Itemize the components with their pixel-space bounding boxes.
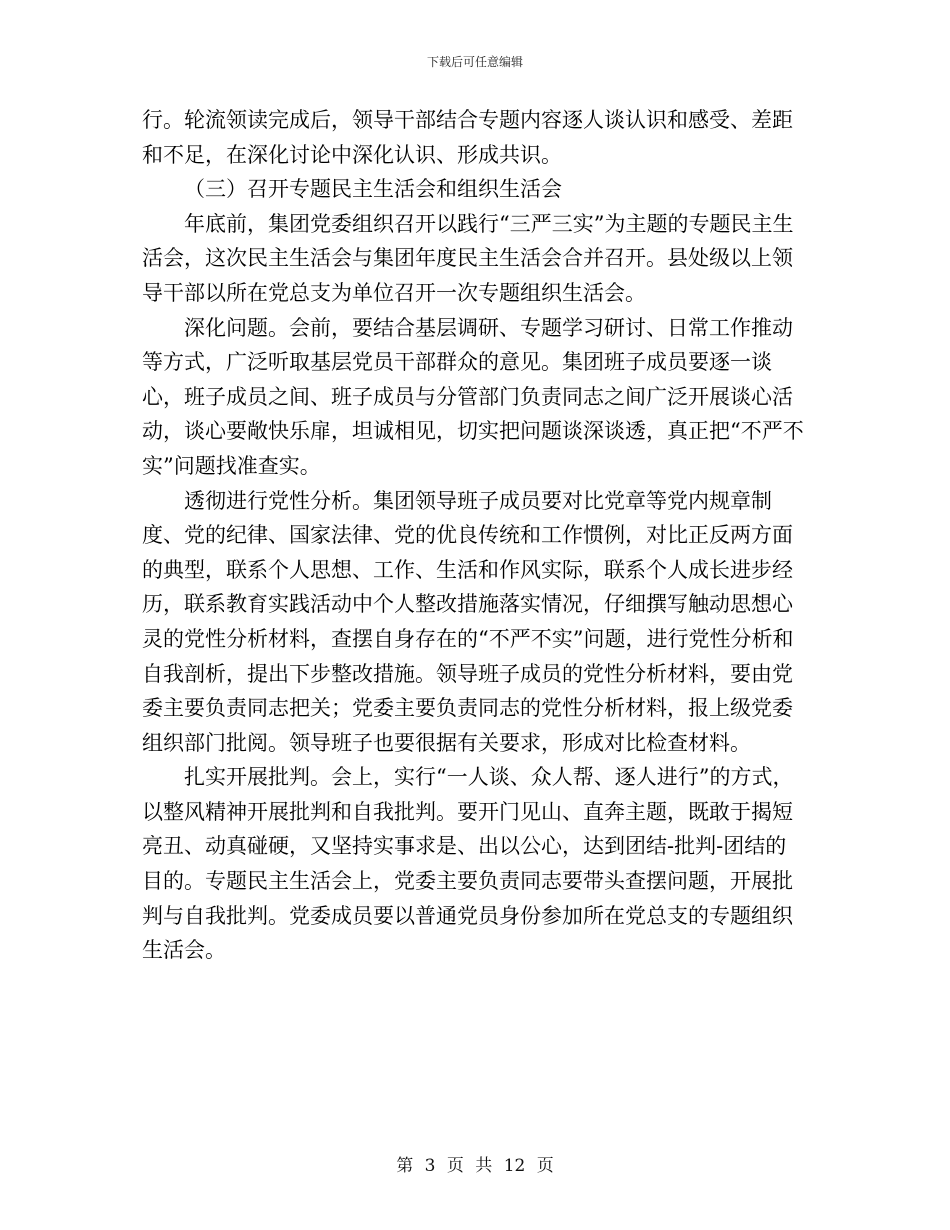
page-header-note: 下载后可任意编辑 (426, 55, 523, 69)
paragraph-deepen-issues: 深化问题。会前，要结合基层调研、专题学习研讨、日常工作推动等方式，广泛听取基层党员干部群众的意见。集团班子成员要逐一谈心，班子成员之间、班子成员与分管部门负责同志之间广泛开展谈心活动，谈心要敞快乐扉，坦诚相见，切实把问题谈深谈透，真正把“不严不实”问题找准查实。 (142, 315, 804, 478)
paragraph-meeting-schedule: 年底前，集团党委组织召开以践行“三严三实”为主题的专题民主生活会，这次民主生活会与集团年度民主生活会合并召开。县处级以上领导干部以所在党总支为单位召开一次专题组织生活会。 (142, 211, 794, 305)
paragraph-continuation: 行。轮流领读完成后，领导干部结合专题内容逐人谈认识和感受、差距和不足，在深化讨论中深化认识、形成共识。 (142, 108, 793, 167)
paragraph-party-analysis: 透彻进行党性分析。集团领导班子成员要对比党章等党内规章制度、党的纪律、国家法律、党的优良传统和工作惯例，对比正反两方面的典型，联系个人思想、工作、生活和作风实际，联系个人成长进步经历，联系教育实践活动中个人整改措施落实情况，仔细撰写触动思想心灵的党性分析材料，查摆自身存在的“不严不实”问题，进行党性分析和自我剖析，提出下步整改措施。领导班子成员的党性分析材料，要由党委主要负责同志把关；党委主要负责同志的党性分析材料，报上级党委组织部门批阅。领导班子也要很据有关要求，形成对比检查材料。 (142, 488, 794, 755)
page-number-footer: 第 3 页 共 12 页 (396, 1156, 554, 1176)
section-heading: （三）召开专题民主生活会和组织生活会 (184, 177, 562, 202)
document-body (142, 103, 806, 968)
paragraph-criticism: 扎实开展批判。会上，实行“一人谈、众人帮、逐人进行”的方式，以整风精神开展批判和自我批判。要开门见山、直奔主题，既敢于揭短亮丑、动真碰硬，又坚持实事求是、出以公心，达到团结-批判-团结的目的。专题民主生活会上，党委主要负责同志要带头查摆问题，开展批判与自我批判。党委成员要以普通党员身份参加所在党总支的专题组织生活会。 (142, 765, 794, 963)
